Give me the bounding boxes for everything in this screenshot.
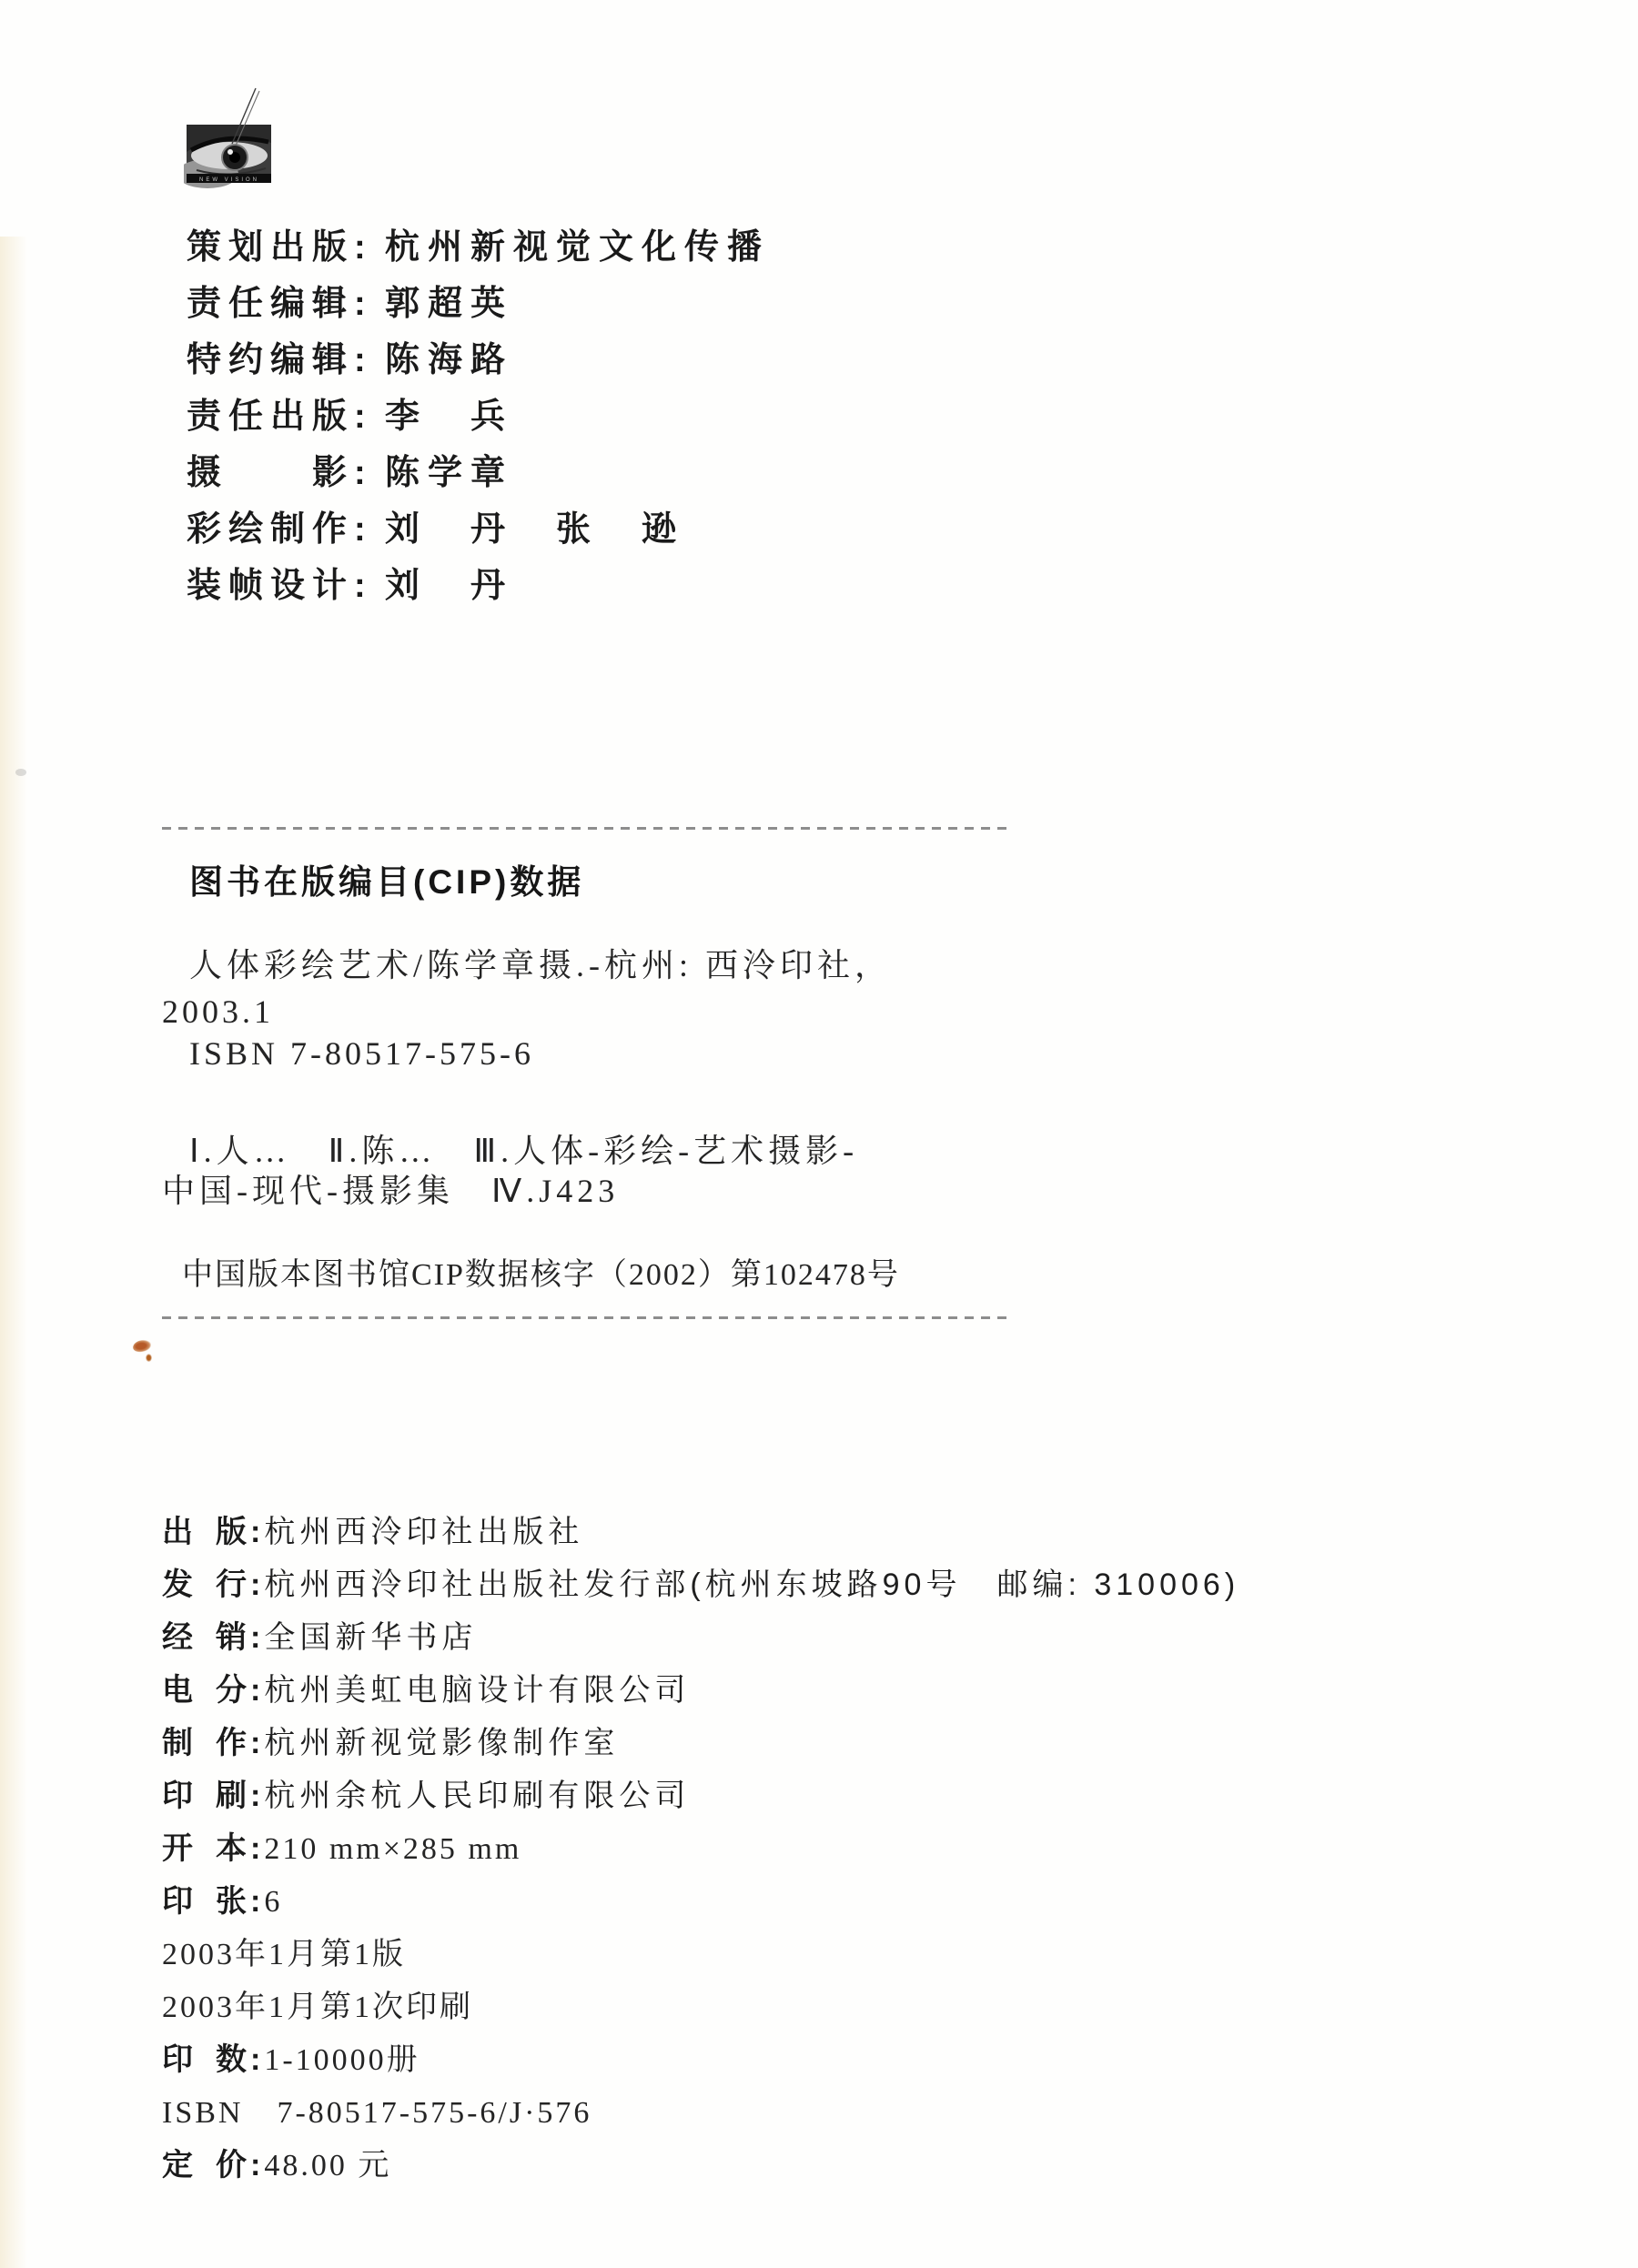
credit-row-value: 陈学章: [385, 454, 514, 492]
publication-details: [162, 1507, 1239, 2192]
publication-row: [162, 1718, 1239, 1770]
credit-row: [187, 218, 770, 275]
publication-row-label: 印 刷:: [162, 1779, 265, 1813]
credit-row-label: 装帧设计:: [187, 567, 373, 605]
publication-row-value: 杭州余杭人民印刷有限公司: [264, 1779, 691, 1813]
publication-row-value: 210 mm×285 mm: [264, 1832, 522, 1866]
divider-dashed-bottom: [162, 1316, 1008, 1319]
credit-row-value: 刘 丹: [385, 567, 514, 605]
publication-row: [162, 1665, 1239, 1718]
publication-row-value: 2003年1月第1版: [162, 1938, 406, 1971]
publication-row: [162, 1507, 1239, 1559]
scan-smudge: [15, 769, 26, 776]
publication-row-value: 杭州美虹电脑设计有限公司: [264, 1673, 691, 1708]
credit-row-value: 郭超英: [385, 285, 514, 323]
publication-row-label: 印 张:: [162, 1884, 265, 1919]
publication-row: [162, 1929, 1239, 1981]
publication-row: [162, 1559, 1239, 1612]
logo-caption: NEW VISION: [198, 177, 260, 183]
cip-classification-line1: Ⅰ.人… Ⅱ.陈… Ⅲ.人体-彩绘-艺术摄影-: [189, 1133, 859, 1169]
publication-row-label: 出 版:: [162, 1515, 265, 1549]
publication-row-value: 48.00 元: [264, 2149, 392, 2182]
cip-entry-line2: 2003.1: [162, 993, 274, 1030]
publication-row: [162, 1612, 1239, 1665]
eye-photo-icon: [184, 86, 284, 191]
credit-row: [187, 500, 770, 557]
cip-record-number: 中国版本图书馆CIP数据核字（2002）第102478号: [182, 1258, 900, 1292]
credit-row-label: 彩绘制作:: [187, 510, 373, 549]
credit-row: [187, 331, 770, 388]
publication-row-value: 杭州新视觉影像制作室: [264, 1726, 620, 1760]
credit-row-value: 杭州新视觉文化传播: [385, 228, 771, 267]
credit-row-value: 陈海路: [385, 341, 514, 379]
credit-row: [187, 444, 770, 500]
ink-fleck-drop: [146, 1354, 152, 1362]
credit-row: [187, 388, 770, 444]
publication-row-label: 发 行:: [162, 1567, 265, 1602]
publication-row-label: 印 数:: [162, 2042, 265, 2077]
cip-title: 图书在版编目(CIP)数据: [189, 863, 585, 901]
ink-fleck: [132, 1339, 152, 1354]
credit-row-label: 摄 影:: [187, 454, 373, 492]
credit-row: [187, 557, 770, 613]
publication-row-label: 电 分:: [162, 1673, 265, 1708]
publication-row: [162, 1981, 1239, 2034]
credit-row-label: 责任编辑:: [187, 285, 373, 323]
publisher-eye-logo: [184, 86, 284, 191]
publication-row-label: 开 本:: [162, 1831, 265, 1866]
credit-row: [187, 275, 770, 331]
publication-row-label: 经 销:: [162, 1620, 265, 1655]
credit-row-value: 李 兵: [385, 398, 514, 436]
credit-row-value: 刘 丹 张 逊: [385, 510, 685, 549]
scan-edge-tint: [0, 237, 27, 2268]
cip-isbn: ISBN 7-80517-575-6: [189, 1035, 534, 1072]
publication-row-value: 杭州西泠印社出版社发行部(杭州东坡路90号 邮编: 310006): [264, 1567, 1240, 1602]
publication-row: [162, 1770, 1239, 1823]
publication-row: [162, 2087, 1239, 2140]
publication-row-value: 杭州西泠印社出版社: [264, 1515, 584, 1549]
publication-row-value: 1-10000册: [264, 2043, 420, 2077]
publication-row: [162, 2034, 1239, 2087]
publication-row-value: 2003年1月第1次印刷: [162, 1991, 473, 2024]
publication-row-value: 全国新华书店: [264, 1620, 478, 1655]
publication-row-value: ISBN 7-80517-575-6/J·576: [162, 2096, 592, 2130]
cip-block: [162, 823, 1013, 1333]
publication-row: [162, 1876, 1239, 1929]
cip-classification-line2: 中国-现代-摄影集 Ⅳ.J423: [162, 1173, 620, 1209]
publication-row: [162, 1823, 1239, 1876]
credit-row-label: 策划出版:: [187, 228, 373, 267]
publication-row-label: 制 作:: [162, 1726, 265, 1760]
credit-row-label: 特约编辑:: [187, 341, 373, 379]
credit-row-label: 责任出版:: [187, 398, 373, 436]
publication-row-label: 定 价:: [162, 2148, 265, 2182]
publication-row: [162, 2140, 1239, 2192]
publication-row-value: 6: [264, 1885, 283, 1919]
cip-entry-line1: 人体彩绘艺术/陈学章摄.-杭州: 西泠印社，: [189, 947, 892, 983]
divider-dashed-top: [162, 827, 1008, 830]
credits-list: [187, 218, 770, 613]
